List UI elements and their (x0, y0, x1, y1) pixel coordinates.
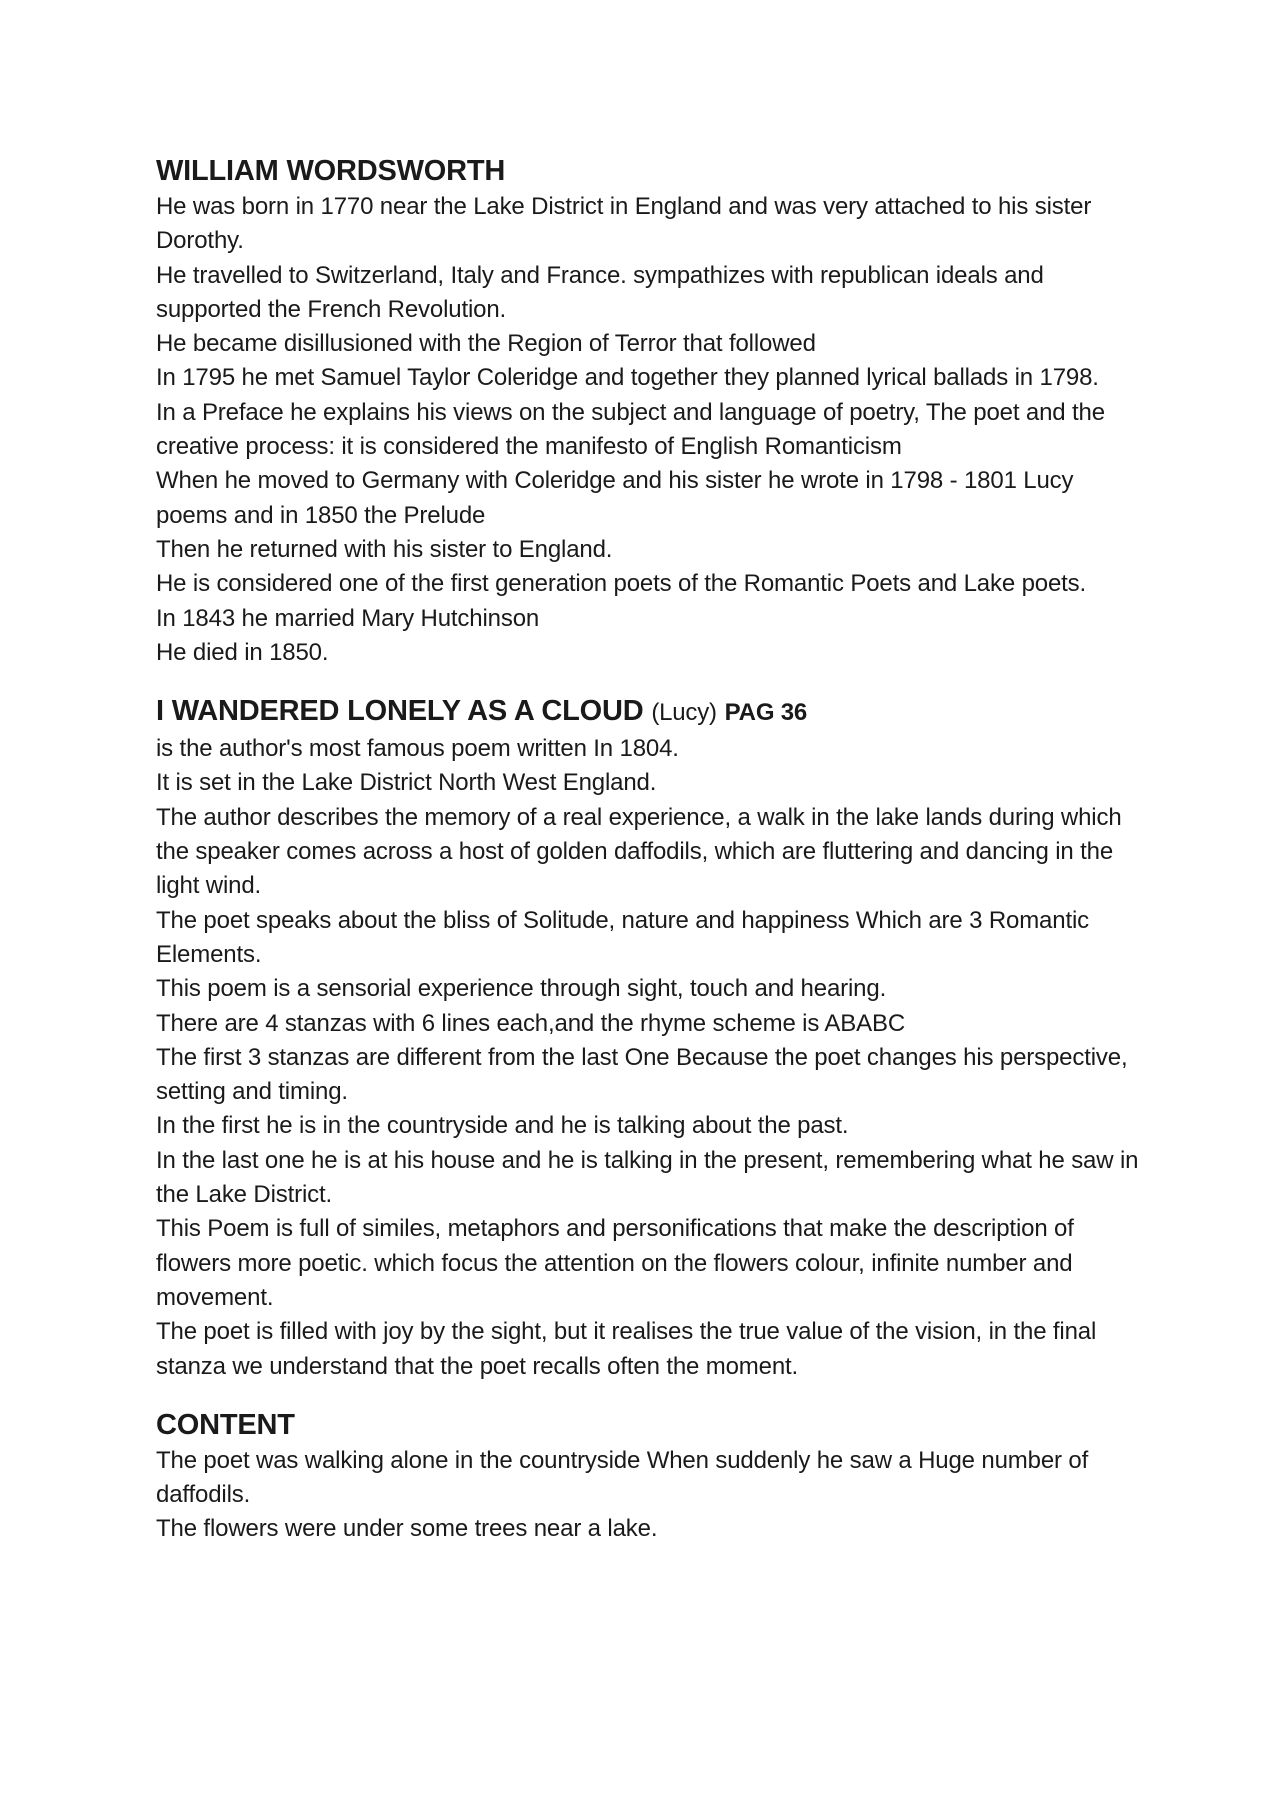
paragraph: The flowers were under some trees near a lake. (156, 1515, 658, 1543)
paragraph: He was born in 1770 near the Lake District in England and was very attached to his sister Dorothy. (156, 193, 1092, 255)
paragraph: is the author's most famous poem written In 1804. (156, 735, 679, 763)
poem-title: I WANDERED LONELY AS A CLOUD (156, 695, 644, 728)
paragraph: In 1795 he met Samuel Taylor Coleridge and together they planned lyrical ballads in 1798. (156, 364, 1099, 392)
paragraph: When he moved to Germany with Coleridge and his sister he wrote in 1798 - 1801 Lucy poems and in 1850 the Prelude (156, 467, 1074, 529)
paragraph: Then he returned with his sister to England. (156, 535, 613, 563)
section-heading: CONTENT (156, 1408, 295, 1441)
paragraph: The author describes the memory of a real experience, a walk in the lake lands during which the speaker comes across a host of golden daffodils, which are fluttering and dancing in the light wind. (156, 803, 1122, 900)
section-poem-analysis (156, 692, 1146, 1384)
paragraph: The poet is filled with joy by the sight, but it realises the true value of the vision, in the final stanza we understand that the poet recalls often the moment. (156, 1318, 1097, 1380)
paragraph: This poem is a sensorial experience through sight, touch and hearing. (156, 975, 887, 1003)
paragraph: In the first he is in the countryside and he is talking about the past. (156, 1112, 849, 1140)
section-william-wordsworth (156, 152, 1146, 670)
paragraph: There are 4 stanzas with 6 lines each,and the rhyme scheme is ABABC (156, 1009, 905, 1037)
section-heading (156, 692, 1146, 732)
paragraph: The poet speaks about the bliss of Solitude, nature and happiness Which are 3 Romantic Elements. (156, 906, 1090, 968)
paragraph: He became disillusioned with the Region of Terror that followed (156, 330, 816, 358)
paragraph: He died in 1850. (156, 638, 329, 666)
paragraph: He travelled to Switzerland, Italy and France. sympathizes with republican ideals and supported the French Revolution. (156, 261, 1044, 323)
section-content (156, 1406, 1146, 1547)
paragraph: The poet was walking alone in the countryside When suddenly he saw a Huge number of daffodils. (156, 1446, 1089, 1509)
paragraph: This Poem is full of similes, metaphors and personifications that make the description of flowers more poetic. which focus the attention on the flowers colour, infinite number and movement. (156, 1215, 1074, 1311)
paragraph: The first 3 stanzas are different from the last One Because the poet changes his perspective, setting and timing. (156, 1043, 1128, 1106)
paragraph: He is considered one of the first generation poets of the Romantic Poets and Lake poets. (156, 570, 1087, 598)
document-page (156, 152, 1146, 1547)
paragraph: In 1843 he married Mary Hutchinson (156, 604, 540, 632)
section-heading: WILLIAM WORDSWORTH (156, 155, 506, 187)
page-reference: PAG 36 (724, 699, 808, 727)
paragraph: In a Preface he explains his views on the subject and language of poetry, The poet and the creative process: it is considered the manifesto of English Romanticism (156, 398, 1105, 461)
paragraph: It is set in the Lake District North West England. (156, 769, 657, 797)
paragraph: In the last one he is at his house and he is talking in the present, remembering what he saw in the Lake District. (156, 1146, 1139, 1209)
poem-subtitle: (Lucy) (651, 699, 717, 727)
